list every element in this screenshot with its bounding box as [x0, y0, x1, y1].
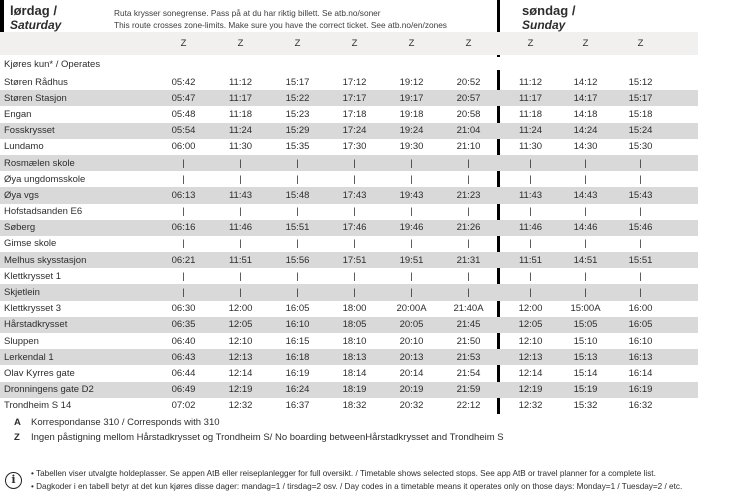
saturday-time: 18:19 — [342, 384, 367, 396]
saturday-time: 19:24 — [399, 125, 424, 137]
sunday-time: 15:17 — [628, 92, 653, 104]
saturday-time: 15:22 — [285, 92, 310, 104]
zone-notice — [114, 7, 447, 32]
sunday-time: | — [529, 287, 532, 299]
saturday-time: 18:00 — [342, 303, 367, 315]
sunday-time: 15:05 — [573, 319, 598, 331]
saturday-time: 15:35 — [285, 141, 310, 153]
sunday-subtitle: Sunday — [522, 17, 566, 32]
saturday-time: 16:18 — [285, 351, 310, 363]
stop-name: Søberg — [4, 222, 36, 234]
sunday-time: 11:24 — [518, 125, 543, 137]
saturday-time: 17:46 — [342, 222, 367, 234]
saturday-time: 06:44 — [171, 367, 196, 379]
saturday-time: 21:50 — [456, 335, 481, 347]
saturday-time: 20:52 — [456, 76, 481, 88]
saturday-time: 21:40A — [453, 303, 484, 315]
stop-name: Klettkrysset 3 — [4, 303, 62, 315]
table-row — [0, 284, 698, 300]
sunday-time: 12:05 — [518, 319, 543, 331]
sunday-time: 11:12 — [518, 76, 543, 88]
saturday-time: 17:18 — [342, 108, 367, 120]
saturday-time: 20:00A — [396, 303, 427, 315]
stop-name: Engan — [4, 108, 32, 120]
sunday-time: 14:43 — [573, 189, 598, 201]
saturday-time: 12:13 — [228, 351, 253, 363]
sunday-time: 12:00 — [518, 303, 543, 315]
sunday-time: 16:32 — [628, 400, 653, 412]
zone-notice-line1: Ruta krysser sonegrense. Pass på at du har riktig billett. Se atb.no/soner — [114, 8, 381, 18]
saturday-time: 12:19 — [228, 384, 253, 396]
saturday-time: 20:58 — [456, 108, 481, 120]
table-row — [0, 382, 698, 398]
timetable-rows — [0, 74, 698, 414]
sunday-time: 16:00 — [628, 303, 653, 315]
sunday-time: 16:13 — [628, 351, 653, 363]
saturday-time: 16:15 — [285, 335, 310, 347]
sunday-time: | — [639, 206, 642, 218]
sunday-time: 14:17 — [573, 92, 598, 104]
zone-code-sunday: Z — [637, 38, 644, 49]
table-row — [0, 317, 698, 333]
sunday-time: | — [639, 270, 642, 282]
saturday-time: | — [182, 238, 185, 250]
sunday-time: | — [584, 173, 587, 185]
saturday-time: | — [296, 270, 299, 282]
saturday-time: 19:18 — [399, 108, 424, 120]
sunday-time: | — [584, 238, 587, 250]
stop-name: Lundamo — [4, 141, 44, 153]
saturday-time: 06:00 — [171, 141, 196, 153]
saturday-time: 11:30 — [228, 141, 253, 153]
saturday-time: 06:40 — [171, 335, 196, 347]
sunday-time: 11:18 — [518, 108, 543, 120]
saturday-time: | — [296, 238, 299, 250]
saturday-time: | — [182, 287, 185, 299]
stop-name: Fosskrysset — [4, 125, 55, 137]
zone-code-row — [0, 32, 698, 55]
saturday-time: | — [239, 157, 242, 169]
saturday-time: 20:19 — [399, 384, 424, 396]
saturday-time: | — [467, 173, 470, 185]
sunday-time: 16:19 — [628, 384, 653, 396]
sunday-time: 15:10 — [573, 335, 598, 347]
saturday-time: 06:21 — [171, 254, 196, 266]
sunday-time: 16:05 — [628, 319, 653, 331]
table-row — [0, 171, 698, 187]
zone-code-sunday: Z — [527, 38, 534, 49]
table-row — [0, 220, 698, 236]
sunday-time: 15:18 — [628, 108, 653, 120]
saturday-time: 12:00 — [228, 303, 253, 315]
stop-name: Olav Kyrres gate — [4, 367, 75, 379]
stop-name: Øya vgs — [4, 189, 39, 201]
sunday-time: 12:14 — [518, 367, 543, 379]
saturday-time: | — [353, 206, 356, 218]
info-text — [31, 468, 682, 493]
saturday-time: | — [410, 157, 413, 169]
sunday-time: 15:32 — [573, 400, 598, 412]
saturday-time: 21:26 — [456, 222, 481, 234]
sunday-time: | — [639, 287, 642, 299]
sunday-time: 15:00A — [570, 303, 601, 315]
info-icon: i — [5, 472, 22, 489]
saturday-time: 21:23 — [456, 189, 481, 201]
sunday-time: | — [529, 238, 532, 250]
info-bullet-1: • Tabellen viser utvalgte holdeplasser. Se appen AtB eller reiseplanlegger for full oversikt. / Timetable shows selected stops. See app AtB or travel planner for a complete list. — [31, 469, 656, 478]
table-row — [0, 365, 698, 381]
saturday-time: 19:51 — [399, 254, 424, 266]
saturday-time: 05:54 — [171, 125, 196, 137]
footnote-a-code: A — [14, 417, 21, 428]
saturday-time: 17:30 — [342, 141, 367, 153]
zone-code-saturday: Z — [294, 38, 301, 49]
stop-name: Skjetlein — [4, 287, 40, 299]
saturday-title: lørdag / — [10, 3, 57, 18]
sunday-time: 12:19 — [518, 384, 543, 396]
saturday-time: 16:24 — [285, 384, 310, 396]
saturday-time: 20:05 — [399, 319, 424, 331]
stop-name: Støren Rådhus — [4, 76, 68, 88]
table-row — [0, 333, 698, 349]
table-row — [0, 106, 698, 122]
saturday-time: 17:43 — [342, 189, 367, 201]
zone-code-sunday: Z — [582, 38, 589, 49]
sunday-time: 15:19 — [573, 384, 598, 396]
table-row — [0, 139, 698, 155]
table-row — [0, 398, 698, 414]
saturday-time: 06:13 — [171, 189, 196, 201]
saturday-time: | — [239, 206, 242, 218]
saturday-time: | — [353, 270, 356, 282]
operates-row — [0, 55, 698, 74]
table-row — [0, 187, 698, 203]
saturday-time: 07:02 — [171, 400, 196, 412]
sunday-time: | — [529, 173, 532, 185]
sunday-time: | — [639, 173, 642, 185]
sunday-time: 15:43 — [628, 189, 653, 201]
info-bullet-2: • Dagkoder i en tabell betyr at det kun kjøres disse dager: mandag=1 / tirsdag=2 osv. / Day codes in a timetable means it operates only on those days: Monday=1 / Tuesday=2 / etc. — [31, 481, 683, 491]
saturday-time: | — [410, 238, 413, 250]
sunday-time: 11:43 — [518, 189, 543, 201]
operates-label: Kjøres kun* / Operates — [4, 59, 101, 70]
saturday-time: 06:43 — [171, 351, 196, 363]
saturday-time: 15:17 — [285, 76, 310, 88]
saturday-time: | — [410, 287, 413, 299]
saturday-time: | — [296, 157, 299, 169]
table-row — [0, 204, 698, 220]
stop-name: Klettkrysset 1 — [4, 270, 62, 282]
saturday-time: 19:17 — [399, 92, 424, 104]
saturday-time: 22:12 — [456, 400, 481, 412]
sunday-time: 15:46 — [628, 222, 653, 234]
saturday-time: | — [353, 157, 356, 169]
footnote-z — [14, 432, 504, 443]
saturday-time: 12:10 — [228, 335, 253, 347]
saturday-time: 18:32 — [342, 400, 367, 412]
saturday-time: | — [410, 270, 413, 282]
stop-name: Trondheim S 14 — [4, 400, 72, 412]
table-row — [0, 301, 698, 317]
sunday-time: 16:10 — [628, 335, 653, 347]
saturday-time: 21:04 — [456, 125, 481, 137]
saturday-time: 18:14 — [342, 367, 367, 379]
sunday-time: | — [529, 206, 532, 218]
stop-name: Støren Stasjon — [4, 92, 67, 104]
saturday-time: | — [182, 173, 185, 185]
info-section — [5, 468, 682, 493]
saturday-time: | — [467, 238, 470, 250]
saturday-time: 06:16 — [171, 222, 196, 234]
saturday-time: 11:12 — [228, 76, 253, 88]
sunday-title: søndag / — [522, 3, 576, 18]
saturday-time: 15:51 — [285, 222, 310, 234]
saturday-time: 11:51 — [228, 254, 253, 266]
sunday-time: 11:30 — [518, 141, 543, 153]
saturday-time: 15:48 — [285, 189, 310, 201]
saturday-time: | — [353, 238, 356, 250]
stop-name: Sluppen — [4, 335, 39, 347]
saturday-time: 15:29 — [285, 125, 310, 137]
saturday-time: 20:13 — [399, 351, 424, 363]
sunday-time: 11:17 — [518, 92, 543, 104]
saturday-time: 21:31 — [456, 254, 481, 266]
saturday-time: 12:14 — [228, 367, 253, 379]
table-row — [0, 155, 698, 171]
sunday-time: | — [584, 270, 587, 282]
saturday-time: | — [410, 206, 413, 218]
saturday-time: 21:10 — [456, 141, 481, 153]
saturday-time: 05:47 — [171, 92, 196, 104]
saturday-time: 15:23 — [285, 108, 310, 120]
saturday-time: | — [182, 157, 185, 169]
saturday-time: 19:43 — [399, 189, 424, 201]
footnote-a-text: Korrespondanse 310 / Corresponds with 310 — [31, 417, 220, 428]
stop-name: Hofstadsanden E6 — [4, 206, 83, 218]
saturday-time: | — [239, 238, 242, 250]
saturday-time: | — [239, 270, 242, 282]
saturday-time: 21:54 — [456, 367, 481, 379]
saturday-subtitle: Saturday — [10, 17, 62, 32]
saturday-time: 06:49 — [171, 384, 196, 396]
sunday-time: 11:46 — [518, 222, 543, 234]
saturday-time: 16:10 — [285, 319, 310, 331]
table-row — [0, 268, 698, 284]
zone-code-saturday: Z — [351, 38, 358, 49]
saturday-time: 16:19 — [285, 367, 310, 379]
saturday-time: 21:53 — [456, 351, 481, 363]
zone-code-saturday: Z — [408, 38, 415, 49]
zone-notice-line2: This route crosses zone-limits. Make sure you have the correct ticket. See atb.no/en/zones — [114, 20, 447, 31]
saturday-time: 17:12 — [342, 76, 367, 88]
saturday-time: 12:05 — [228, 319, 253, 331]
table-row — [0, 74, 698, 90]
footnote-a — [14, 417, 504, 428]
saturday-time: | — [296, 206, 299, 218]
saturday-time: 16:37 — [285, 400, 310, 412]
zone-code-saturday: Z — [237, 38, 244, 49]
saturday-time: 18:10 — [342, 335, 367, 347]
saturday-time: | — [182, 206, 185, 218]
saturday-time: 11:46 — [228, 222, 253, 234]
saturday-time: 05:48 — [171, 108, 196, 120]
saturday-time: 17:17 — [342, 92, 367, 104]
sunday-time: | — [584, 287, 587, 299]
table-row — [0, 252, 698, 268]
sunday-time: 12:32 — [518, 400, 543, 412]
sunday-time: 15:51 — [628, 254, 653, 266]
sunday-time: 14:24 — [573, 125, 598, 137]
saturday-time: 06:30 — [171, 303, 196, 315]
sunday-time: 15:24 — [628, 125, 653, 137]
zone-code-saturday: Z — [180, 38, 187, 49]
sunday-time: 14:51 — [573, 254, 598, 266]
sunday-time: 12:13 — [518, 351, 543, 363]
saturday-time: 19:46 — [399, 222, 424, 234]
sunday-time: 14:30 — [573, 141, 598, 153]
sunday-time: | — [529, 157, 532, 169]
stop-name: Dronningens gate D2 — [4, 384, 94, 396]
saturday-time: 11:17 — [228, 92, 253, 104]
sunday-time: | — [639, 238, 642, 250]
sunday-time: 16:14 — [628, 367, 653, 379]
saturday-time: 11:24 — [228, 125, 253, 137]
saturday-time: | — [296, 173, 299, 185]
stop-name: Melhus skysstasjon — [4, 254, 87, 266]
table-row — [0, 349, 698, 365]
saturday-time: 17:24 — [342, 125, 367, 137]
stop-name: Lerkendal 1 — [4, 351, 54, 363]
sunday-time: 15:13 — [573, 351, 598, 363]
footnotes — [14, 417, 504, 447]
zone-code-saturday: Z — [465, 38, 472, 49]
saturday-time: 18:13 — [342, 351, 367, 363]
table-row — [0, 123, 698, 139]
saturday-time: | — [410, 173, 413, 185]
saturday-time: 18:05 — [342, 319, 367, 331]
saturday-time: | — [353, 287, 356, 299]
saturday-time: | — [239, 287, 242, 299]
sunday-time: 11:51 — [518, 254, 543, 266]
saturday-time: 12:32 — [228, 400, 253, 412]
saturday-time: 05:42 — [171, 76, 196, 88]
saturday-time: | — [467, 157, 470, 169]
sunday-time: | — [584, 157, 587, 169]
stop-name: Øya ungdomsskole — [4, 173, 86, 185]
stop-name: Hårstadkrysset — [4, 319, 68, 331]
sunday-header — [522, 4, 575, 33]
saturday-time: | — [467, 287, 470, 299]
table-row — [0, 236, 698, 252]
saturday-time: | — [467, 270, 470, 282]
sunday-time: 15:30 — [628, 141, 653, 153]
saturday-time: | — [239, 173, 242, 185]
saturday-time: 11:18 — [228, 108, 253, 120]
saturday-time: 20:10 — [399, 335, 424, 347]
saturday-time: 20:32 — [399, 400, 424, 412]
stop-name: Gimse skole — [4, 238, 57, 250]
saturday-time: 20:57 — [456, 92, 481, 104]
saturday-time: | — [296, 287, 299, 299]
stop-name: Rosmælen skole — [4, 157, 75, 169]
saturday-time: 06:35 — [171, 319, 196, 331]
sunday-time: 14:18 — [573, 108, 598, 120]
sunday-time: 15:14 — [573, 367, 598, 379]
saturday-time: | — [182, 270, 185, 282]
saturday-time: 16:05 — [285, 303, 310, 315]
sunday-time: 15:12 — [628, 76, 653, 88]
saturday-time: 20:14 — [399, 367, 424, 379]
saturday-time: 17:51 — [342, 254, 367, 266]
sunday-time: | — [584, 206, 587, 218]
saturday-time: 15:56 — [285, 254, 310, 266]
saturday-time: 21:45 — [456, 319, 481, 331]
saturday-time: | — [353, 173, 356, 185]
saturday-header — [10, 4, 61, 33]
sunday-time: 14:12 — [573, 76, 598, 88]
saturday-time: | — [467, 206, 470, 218]
sunday-time: | — [639, 157, 642, 169]
saturday-time: 21:59 — [456, 384, 481, 396]
saturday-time: 19:12 — [399, 76, 424, 88]
footnote-z-code: Z — [14, 432, 20, 443]
table-row — [0, 90, 698, 106]
footnote-z-text: Ingen påstigning mellom Hårstadkrysset og Trondheim S/ No boarding betweenHårstadkrysset and Trondheim S — [31, 432, 504, 443]
sunday-time: | — [529, 270, 532, 282]
saturday-time: 19:30 — [399, 141, 424, 153]
sunday-time: 12:10 — [518, 335, 543, 347]
saturday-time: 11:43 — [228, 189, 253, 201]
sunday-time: 14:46 — [573, 222, 598, 234]
